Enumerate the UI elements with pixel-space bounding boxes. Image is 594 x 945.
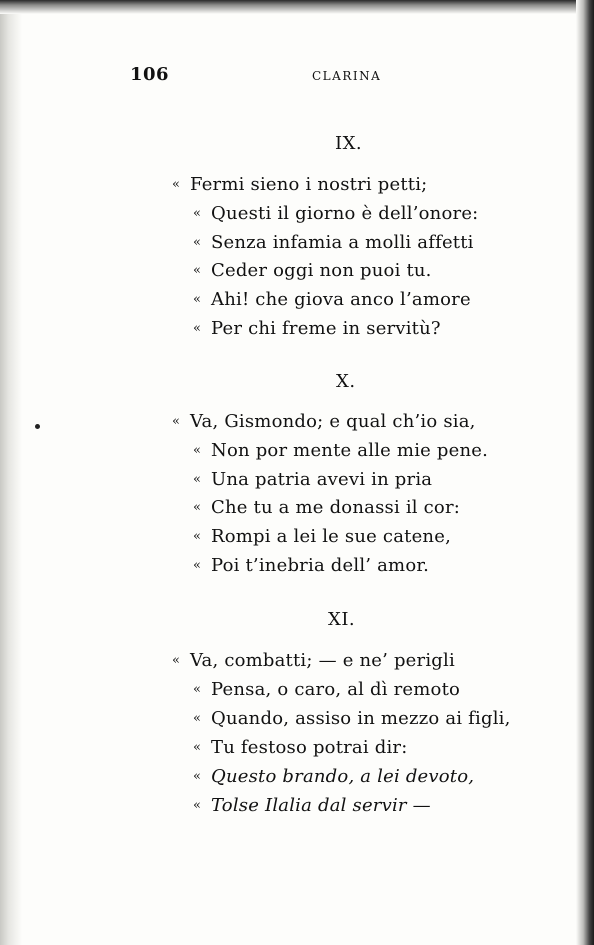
page-number: 106	[130, 64, 170, 85]
page-edge-top	[0, 0, 594, 14]
quote-mark: «	[193, 443, 202, 458]
quote-mark: «	[193, 235, 202, 250]
quote-mark: «	[193, 500, 202, 515]
verse-line: « Va, combatti; — e ne’ perigli	[172, 650, 455, 671]
running-title: CLARINA	[312, 69, 382, 83]
verse-line: « Senza infamia a molli affetti	[193, 232, 474, 253]
verse-line: « Poi t’inebria dell’ amor.	[193, 555, 430, 576]
quote-mark: «	[193, 472, 202, 487]
quote-mark: «	[193, 682, 202, 697]
verse-line: « Tu festoso potrai dir:	[193, 737, 408, 758]
verse-line: « Non por mente alle mie pene.	[193, 440, 489, 461]
verse-line: « Quando, assiso in mezzo ai figli,	[193, 708, 511, 729]
verse-line: « Ceder oggi non puoi tu.	[193, 260, 432, 281]
verse-line: « Rompi a lei le sue catene,	[193, 526, 451, 547]
verse-line: « Ahi! che giova anco l’amore	[193, 289, 471, 310]
stanza-number-x: X.	[336, 371, 356, 392]
quote-mark: «	[172, 414, 181, 429]
verse-line: « Che tu a me donassi il cor:	[193, 497, 461, 518]
quote-mark: «	[193, 206, 202, 221]
quote-mark: «	[193, 321, 202, 336]
quote-mark: «	[193, 263, 202, 278]
stanza-number-ix: IX.	[335, 133, 363, 154]
page-header	[130, 64, 390, 88]
verse-line: « Va, Gismondo; e qual ch’io sia,	[172, 411, 476, 432]
quote-mark: «	[172, 653, 181, 668]
stanza-number-xi: XI.	[328, 609, 356, 630]
quote-mark: «	[193, 292, 202, 307]
quote-mark: «	[193, 798, 202, 813]
verse-line: « Fermi sieno i nostri petti;	[172, 174, 428, 195]
quote-mark: «	[193, 740, 202, 755]
ink-spot	[35, 424, 40, 429]
verse-line: « Pensa, o caro, al dì remoto	[193, 679, 461, 700]
quote-mark: «	[193, 769, 202, 784]
verse-line: « Questo brando, a lei devoto,	[193, 766, 475, 787]
page-edge-left	[0, 0, 22, 945]
quote-mark: «	[193, 711, 202, 726]
quote-mark: «	[193, 558, 202, 573]
verse-line: « Questi il giorno è dell’onore:	[193, 203, 479, 224]
quote-mark: «	[193, 529, 202, 544]
quote-mark: «	[172, 177, 181, 192]
page-edge-right	[576, 0, 594, 945]
verse-line: « Per chi freme in servitù?	[193, 318, 441, 339]
verse-line: « Una patria avevi in pria	[193, 469, 433, 490]
verse-line: « Tolse Ilalia dal servir —	[193, 795, 431, 816]
